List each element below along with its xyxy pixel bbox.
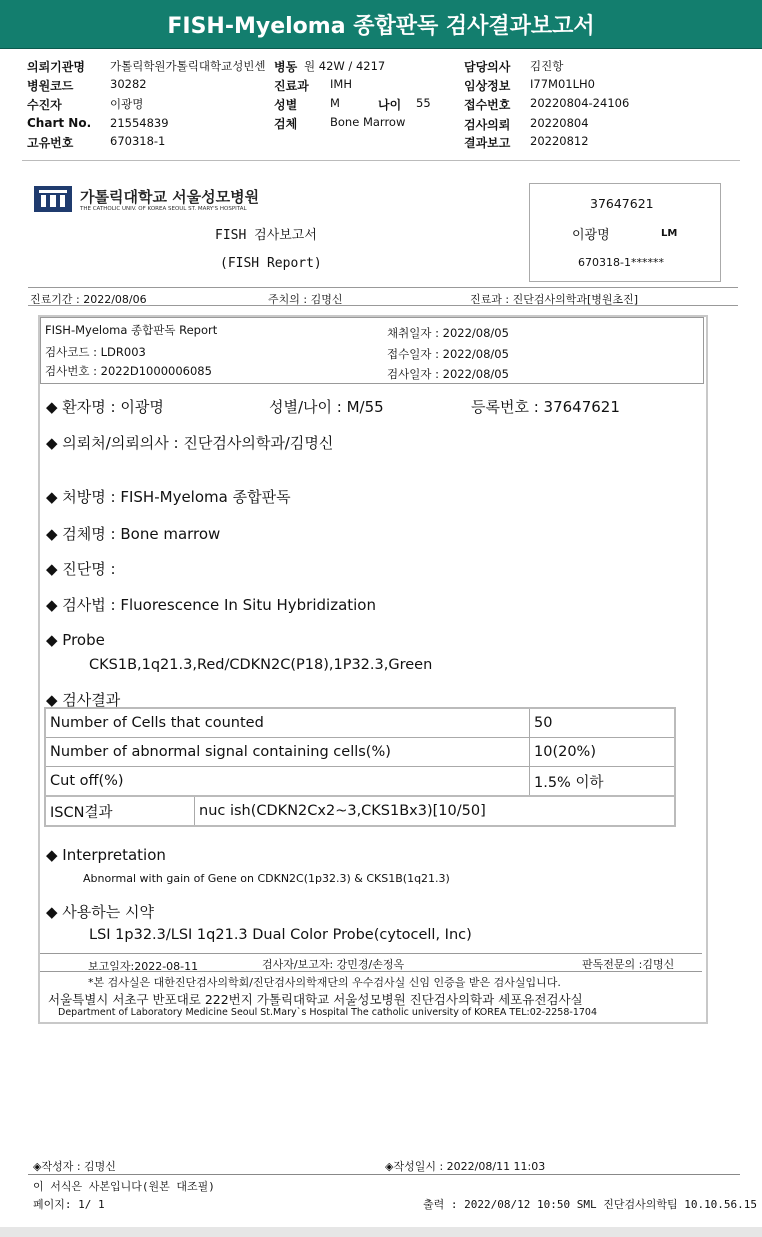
- patient-value: 이광명: [110, 97, 144, 111]
- hospital-code-label: 병원코드: [27, 79, 74, 93]
- age-value: 55: [416, 96, 431, 110]
- result-label: ◆ 검사결과: [46, 691, 121, 709]
- patient-box-id: 670318-1******: [578, 256, 664, 269]
- lab-address: 서울특별시 서초구 반포대로 222번지 가톨릭대학교 서울성모병원 진단검사의학과 세포유전검사실: [48, 992, 583, 1007]
- reagent-label: ◆ 사용하는 시약: [46, 903, 155, 921]
- sex-value: M: [330, 96, 340, 110]
- print-info: 출력 : 2022/08/12 10:50 SML 진단검사의학팀 10.10.56.15: [423, 1198, 758, 1211]
- divider: [22, 160, 740, 161]
- unique-no-value: 670318-1: [110, 134, 166, 148]
- unique-no-label: 고유번호: [27, 136, 74, 150]
- reagent-value: LSI 1p32.3/LSI 1q21.3 Dual Color Probe(cytocell, Inc): [89, 927, 472, 943]
- visit-dept: 진료과 : 진단검사의학과[병원초진]: [470, 293, 639, 306]
- requester-field: ◆ 의뢰처/의뢰의사 : 진단검사의학과/김명신: [46, 434, 334, 452]
- clinical-info-value: I77M01LH0: [530, 77, 595, 91]
- hospital-code-value: 30282: [110, 77, 147, 91]
- patient-box-code: LM: [661, 228, 678, 239]
- requester-org-label: 의뢰기관명: [27, 60, 85, 74]
- patient-label: 수진자: [27, 98, 62, 112]
- requester-org-value: 가톨릭학원가톨릭대학교성빈센: [110, 59, 266, 73]
- report-date: 보고일자:2022-08-11: [88, 960, 199, 973]
- sex-age-field: 성별/나이 : M/55: [269, 398, 384, 416]
- report-code: 검사코드 : LDR003: [45, 345, 146, 359]
- specimen-field: ◆ 검체명 : Bone marrow: [46, 525, 221, 543]
- divider: [28, 287, 738, 288]
- receipt-no-label: 접수번호: [464, 98, 511, 112]
- report-banner: FISH-Myeloma 종합판독 검사결과보고서: [0, 0, 762, 49]
- patient-box-reg-no: 37647621: [590, 196, 654, 211]
- result-cell-value: 10(20%): [530, 738, 676, 767]
- test-date: 검사일자 : 2022/08/05: [387, 367, 509, 381]
- table-row: [45, 738, 675, 767]
- chart-no-label: Chart No.: [27, 116, 92, 130]
- table-row: [45, 767, 675, 797]
- report-title: FISH 검사보고서: [215, 228, 317, 243]
- collect-date: 채취일자 : 2022/08/05: [387, 326, 509, 340]
- chart-no-value: 21554839: [110, 116, 169, 130]
- reviewer: 판독전문의 :김명신: [582, 958, 675, 971]
- divider: [28, 305, 738, 306]
- result-cell-value: 50: [530, 708, 676, 738]
- report-title-en: (FISH Report): [220, 256, 322, 271]
- clinical-info-label: 임상정보: [464, 79, 511, 93]
- interpretation-value: Abnormal with gain of Gene on CDKN2C(1p32.3) & CKS1B(1q21.3): [83, 872, 450, 885]
- hospital-name: 가톨릭대학교 서울성모병원: [80, 188, 260, 206]
- result-cell-label: Cut off(%): [45, 767, 530, 797]
- hospital-logo-icon: [33, 185, 73, 213]
- divider: [40, 953, 702, 954]
- dept-value: IMH: [330, 77, 352, 91]
- diagnosis-field: ◆ 진단명 :: [46, 560, 116, 578]
- specimen-label: 검체: [274, 117, 298, 131]
- visit-period: 진료기간 : 2022/08/06: [30, 293, 147, 306]
- iscn-value: nuc ish(CDKN2Cx2~3,CKS1Bx3)[10/50]: [195, 796, 676, 826]
- request-date-label: 검사의뢰: [464, 118, 511, 132]
- reg-no-field: 등록번호 : 37647621: [471, 398, 620, 416]
- report-date-value: 20220812: [530, 134, 589, 148]
- order-field: ◆ 처방명 : FISH-Myeloma 종합판독: [46, 488, 291, 506]
- divider: [28, 1174, 740, 1175]
- attending-label: 담당의사: [464, 60, 511, 74]
- report-name: FISH-Myeloma 종합판독 Report: [45, 323, 218, 337]
- dept-label: 진료과: [274, 79, 309, 93]
- request-date-value: 20220804: [530, 116, 589, 130]
- divider: [40, 971, 702, 972]
- results-table: [44, 707, 676, 797]
- age-label: 나이: [378, 98, 402, 112]
- page-number: 페이지: 1/ 1: [33, 1198, 105, 1211]
- sex-label: 성별: [274, 98, 298, 112]
- author: ◈작성자 : 김명신: [33, 1160, 116, 1173]
- probe-label: ◆ Probe: [46, 631, 105, 649]
- certification-note: *본 검사실은 대한진단검사의학회/진단검사의학재단의 우수검사실 신임 인증을 받은 검사실입니다.: [88, 976, 561, 989]
- receive-date: 접수일자 : 2022/08/05: [387, 347, 509, 361]
- attending-value: 김진항: [530, 59, 564, 73]
- patient-name-field: ◆ 환자명 : 이광명: [46, 398, 164, 416]
- result-cell-value: 1.5% 이하: [530, 767, 676, 797]
- copy-note: 이 서식은 사본입니다(원본 대조필): [33, 1180, 215, 1193]
- ward-value: 원 42W / 4217: [304, 59, 386, 73]
- table-row: [45, 708, 675, 738]
- interpretation-label: ◆ Interpretation: [46, 846, 166, 864]
- written-datetime: ◈작성일시 : 2022/08/11 11:03: [385, 1160, 546, 1173]
- result-cell-label: Number of Cells that counted: [45, 708, 530, 738]
- report-date-label: 결과보고: [464, 136, 511, 150]
- visit-doctor: 주치의 : 김명신: [268, 293, 343, 306]
- specimen-value: Bone Marrow: [330, 115, 406, 129]
- ward-label: 병동: [274, 60, 298, 74]
- table-row: [45, 796, 675, 826]
- lab-dept-en: Department of Laboratory Medicine Seoul St.Mary`s Hospital The catholic university of KOREA TEL:02-2258-1704: [58, 1007, 598, 1018]
- iscn-table: [44, 795, 676, 827]
- hospital-name-en: THE CATHOLIC UNIV. OF KOREA SEOUL ST. MARY'S HOSPITAL: [80, 206, 247, 212]
- examiner: 검사자/보고자: 강민경/손정옥: [262, 958, 405, 971]
- bottom-band: [0, 1227, 762, 1237]
- patient-box-name: 이광명: [572, 228, 610, 243]
- probe-value: CKS1B,1q21.3,Red/CDKN2C(P18),1P32.3,Green: [89, 657, 433, 673]
- report-number: 검사번호 : 2022D1000006085: [45, 364, 212, 378]
- method-field: ◆ 검사법 : Fluorescence In Situ Hybridization: [46, 596, 376, 614]
- iscn-label: ISCN결과: [45, 796, 195, 826]
- result-cell-label: Number of abnormal signal containing cells(%): [45, 738, 530, 767]
- receipt-no-value: 20220804-24106: [530, 96, 630, 110]
